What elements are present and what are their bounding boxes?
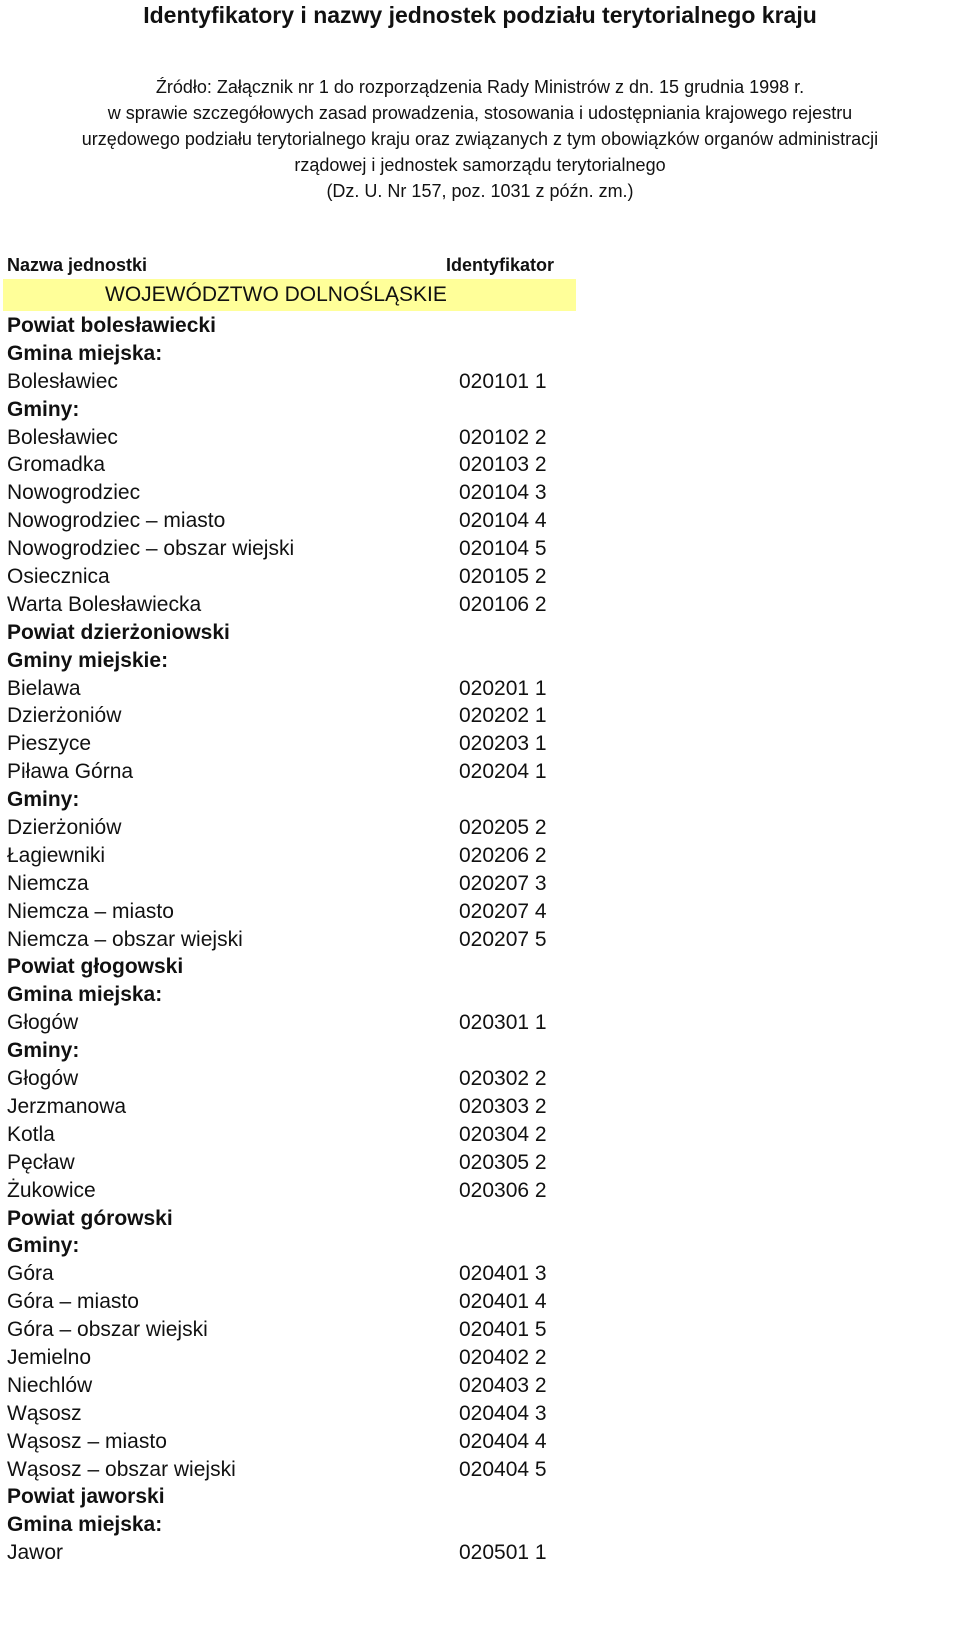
unit-name: Piława Górna	[7, 760, 134, 784]
unit-identifier: 020105 2	[459, 565, 547, 589]
unit-identifier: 020106 2	[459, 592, 547, 616]
unit-identifier: 020404 3	[459, 1401, 547, 1425]
table-row	[0, 1260, 960, 1288]
unit-name: Żukowice	[7, 1178, 96, 1202]
table-row	[0, 1400, 960, 1428]
column-header-identifier: Identyfikator	[446, 255, 555, 275]
unit-name: Góra – obszar wiejski	[7, 1318, 208, 1342]
unit-name: Niemcza	[7, 871, 89, 895]
unit-identifier: 020101 1	[459, 369, 547, 393]
table-row	[0, 1177, 960, 1205]
unit-name: Niechlów	[7, 1373, 93, 1397]
column-header-name: Nazwa jednostki	[7, 255, 148, 275]
district-heading	[0, 619, 960, 647]
unit-name: Głogów	[7, 1011, 79, 1035]
unit-name: Powiat głogowski	[7, 955, 184, 979]
unit-identifier: 020207 4	[459, 899, 547, 923]
table-row	[0, 1344, 960, 1372]
source-note	[0, 74, 960, 204]
source-line: urzędowego podziału terytorialnego kraju oraz związanych z tym obowiązków organów administracji	[81, 129, 879, 149]
unit-name: Gminy:	[7, 397, 80, 421]
table-row	[0, 1539, 960, 1567]
table-row	[0, 1316, 960, 1344]
voivodeship-name: WOJEWÓDZTWO DOLNOŚLĄSKIE	[105, 283, 447, 306]
unit-name: Gmina miejska:	[7, 983, 163, 1007]
table-row	[0, 1149, 960, 1177]
unit-identifier: 020205 2	[459, 816, 547, 840]
table-row	[0, 507, 960, 535]
unit-identifier: 020204 1	[459, 760, 547, 784]
table-row	[0, 814, 960, 842]
commune-type-heading	[0, 396, 960, 424]
unit-identifier: 020402 2	[459, 1345, 547, 1369]
unit-name: Nowogrodziec	[7, 481, 141, 505]
source-line: rządowej i jednostek samorządu terytorialnego	[294, 155, 666, 175]
unit-name: Gromadka	[7, 453, 106, 477]
table-row	[0, 898, 960, 926]
unit-name: Powiat dzierżoniowski	[7, 620, 230, 644]
unit-name: Pieszyce	[7, 732, 92, 756]
unit-name: Powiat górowski	[7, 1206, 173, 1230]
table-row	[0, 1093, 960, 1121]
unit-name: Gminy:	[7, 1234, 80, 1258]
table-row	[0, 870, 960, 898]
district-heading	[0, 312, 960, 340]
unit-name: Gminy:	[7, 788, 80, 812]
unit-identifier: 020501 1	[459, 1541, 547, 1565]
unit-name: Bolesławiec	[7, 369, 118, 393]
unit-name: Wąsosz – miasto	[7, 1429, 167, 1453]
unit-name: Głogów	[7, 1067, 79, 1091]
unit-name: Pęcław	[7, 1150, 75, 1174]
district-heading	[0, 953, 960, 981]
unit-identifier: 020306 2	[459, 1178, 547, 1202]
unit-name: Nowogrodziec – obszar wiejski	[7, 537, 295, 561]
district-heading	[0, 1205, 960, 1233]
commune-type-heading	[0, 981, 960, 1009]
unit-identifier: 020202 1	[459, 704, 547, 728]
unit-name: Osiecznica	[7, 565, 110, 589]
unit-name: Jerzmanowa	[7, 1094, 127, 1118]
unit-name: Niemcza – miasto	[7, 899, 174, 923]
table-row	[0, 758, 960, 786]
unit-name: Jawor	[7, 1541, 64, 1565]
unit-identifier: 020102 2	[459, 425, 547, 449]
district-heading	[0, 1483, 960, 1511]
unit-identifier: 020401 5	[459, 1318, 547, 1342]
unit-identifier: 020401 3	[459, 1262, 547, 1286]
unit-identifier: 020104 3	[459, 481, 547, 505]
table-row	[0, 1456, 960, 1484]
table-row	[0, 479, 960, 507]
source-line: (Dz. U. Nr 157, poz. 1031 z późn. zm.)	[326, 181, 634, 201]
unit-name: Niemcza – obszar wiejski	[7, 927, 243, 951]
unit-identifier: 020305 2	[459, 1150, 547, 1174]
unit-name: Gminy:	[7, 1039, 80, 1063]
unit-name: Dzierżoniów	[7, 816, 122, 840]
unit-identifier: 020104 5	[459, 537, 547, 561]
table-row	[0, 368, 960, 396]
table-row	[0, 1009, 960, 1037]
unit-name: Góra – miasto	[7, 1290, 139, 1314]
table-row	[0, 591, 960, 619]
unit-identifier: 020103 2	[459, 453, 547, 477]
unit-name: Dzierżoniów	[7, 704, 122, 728]
table-row	[0, 702, 960, 730]
unit-name: Gminy miejskie:	[7, 648, 169, 672]
commune-type-heading	[0, 1511, 960, 1539]
unit-identifier: 020206 2	[459, 843, 547, 867]
unit-name: Powiat bolesławiecki	[7, 314, 216, 337]
unit-identifier: 020403 2	[459, 1373, 547, 1397]
unit-name: Wąsosz – obszar wiejski	[7, 1457, 236, 1481]
unit-identifier: 020207 5	[459, 927, 547, 951]
table-row	[0, 535, 960, 563]
table-row	[0, 675, 960, 703]
unit-name: Kotla	[7, 1122, 55, 1146]
unit-identifier: 020404 4	[459, 1429, 547, 1453]
table-row	[0, 563, 960, 591]
unit-identifier: 020104 4	[459, 509, 547, 533]
unit-identifier: 020207 3	[459, 871, 547, 895]
table-row	[0, 1065, 960, 1093]
unit-name: Gmina miejska:	[7, 1513, 163, 1537]
commune-type-heading	[0, 647, 960, 675]
table-row	[0, 926, 960, 954]
unit-name: Nowogrodziec – miasto	[7, 509, 226, 533]
commune-type-heading	[0, 340, 960, 368]
unit-name: Wąsosz	[7, 1401, 82, 1425]
unit-identifier: 020201 1	[459, 676, 547, 700]
voivodeship-header	[3, 279, 576, 311]
unit-identifier: 020401 4	[459, 1290, 547, 1314]
unit-identifier: 020301 1	[459, 1011, 547, 1035]
unit-name: Bielawa	[7, 676, 81, 700]
unit-name: Powiat jaworski	[7, 1485, 165, 1509]
commune-type-heading	[0, 1037, 960, 1065]
unit-identifier: 020404 5	[459, 1457, 547, 1481]
unit-identifier: 020304 2	[459, 1122, 547, 1146]
unit-name: Gmina miejska:	[7, 341, 163, 365]
unit-name: Bolesławiec	[7, 425, 118, 449]
table-row	[0, 1372, 960, 1400]
unit-name: Góra	[7, 1262, 54, 1286]
table-row	[0, 842, 960, 870]
unit-list	[0, 312, 960, 1567]
source-line: w sprawie szczegółowych zasad prowadzenia, stosowania i udostępniania krajowego rejestru	[107, 103, 853, 123]
document-title: Identyfikatory i nazwy jednostek podziału terytorialnego kraju	[143, 2, 817, 28]
table-row	[0, 730, 960, 758]
commune-type-heading	[0, 786, 960, 814]
table-row	[0, 424, 960, 452]
unit-name: Jemielno	[7, 1345, 92, 1369]
table-row	[0, 1121, 960, 1149]
source-line: Źródło: Załącznik nr 1 do rozporządzenia Rady Ministrów z dn. 15 grudnia 1998 r.	[155, 77, 805, 97]
table-row	[0, 451, 960, 479]
unit-identifier: 020302 2	[459, 1067, 547, 1091]
unit-name: Warta Bolesławiecka	[7, 592, 202, 616]
unit-name: Łagiewniki	[7, 843, 106, 867]
unit-identifier: 020203 1	[459, 732, 547, 756]
table-row	[0, 1428, 960, 1456]
unit-identifier: 020303 2	[459, 1094, 547, 1118]
table-row	[0, 1288, 960, 1316]
commune-type-heading	[0, 1232, 960, 1260]
